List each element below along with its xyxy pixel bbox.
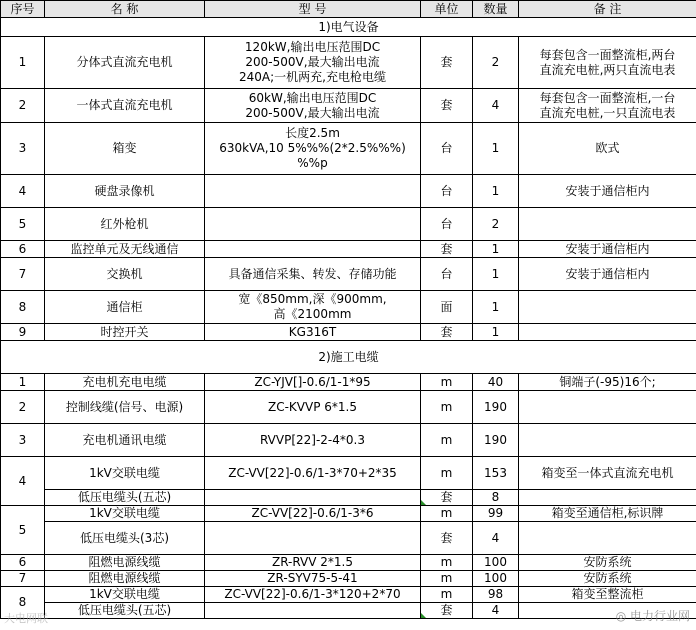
col-header-name: 名 称 — [45, 1, 205, 18]
row-qty: 1 — [473, 324, 519, 341]
row-note: 欧式 — [519, 123, 696, 175]
table-row — [1, 208, 696, 241]
row-qty: 4 — [473, 603, 519, 619]
row-spec — [205, 603, 421, 619]
row-name: 低压电缆头(五芯) — [45, 490, 205, 506]
row-note: 安装于通信柜内 — [519, 241, 696, 258]
row-qty: 98 — [473, 587, 519, 603]
row-unit: m — [421, 457, 473, 490]
row-name: 阻燃电源线缆 — [45, 555, 205, 571]
row-no: 2 — [1, 89, 45, 123]
row-name: 低压电缆头(3芯) — [45, 522, 205, 555]
row-name: 1kV交联电缆 — [45, 506, 205, 522]
row-note: 铜端子(-95)16个; — [519, 374, 696, 391]
row-unit: 套 — [421, 241, 473, 258]
row-note: 箱变至整流柜 — [519, 587, 696, 603]
table-row — [1, 603, 696, 619]
row-no: 5 — [1, 506, 45, 555]
row-unit: 台 — [421, 208, 473, 241]
row-spec: ZC-VV[22]-0.6/1-3*120+2*70 — [205, 587, 421, 603]
section-title-electrical: 1)电气设备 — [1, 18, 696, 37]
row-spec: ZR-SYV75-5-41 — [205, 571, 421, 587]
row-unit: m — [421, 506, 473, 522]
row-qty: 4 — [473, 522, 519, 555]
row-spec: ZC-KVVP 6*1.5 — [205, 391, 421, 424]
table-row — [1, 506, 696, 522]
row-no: 4 — [1, 457, 45, 506]
row-qty: 8 — [473, 490, 519, 506]
table-row — [1, 175, 696, 208]
row-spec: RVVP[22]-2-4*0.3 — [205, 424, 421, 457]
row-unit: m — [421, 587, 473, 603]
section-row — [1, 341, 696, 374]
row-name: 通信柜 — [45, 291, 205, 324]
table-row — [1, 490, 696, 506]
row-note: 箱变至一体式直流充电机 — [519, 457, 696, 490]
row-name: 充电机通讯电缆 — [45, 424, 205, 457]
col-header-note: 备 注 — [519, 1, 696, 18]
row-unit: 台 — [421, 258, 473, 291]
row-spec — [205, 490, 421, 506]
table-row — [1, 89, 696, 123]
row-note: 安装于通信柜内 — [519, 258, 696, 291]
row-spec: 60kW,输出电压范围DC 200-500V,最大输出电流 — [205, 89, 421, 123]
row-note: 安装于通信柜内 — [519, 175, 696, 208]
section-row — [1, 18, 696, 37]
row-spec — [205, 175, 421, 208]
row-note: 安防系统 — [519, 571, 696, 587]
row-unit: 套 — [421, 490, 473, 506]
col-header-unit: 单位 — [421, 1, 473, 18]
table-row — [1, 424, 696, 457]
row-unit: 套 — [421, 37, 473, 89]
row-note — [519, 208, 696, 241]
row-note — [519, 391, 696, 424]
row-no: 1 — [1, 374, 45, 391]
row-unit: m — [421, 424, 473, 457]
col-header-no: 序号 — [1, 1, 45, 18]
row-qty: 1 — [473, 258, 519, 291]
row-unit: 台 — [421, 123, 473, 175]
table-row — [1, 324, 696, 341]
row-spec: KG316T — [205, 324, 421, 341]
row-note — [519, 324, 696, 341]
row-name: 交换机 — [45, 258, 205, 291]
row-no: 2 — [1, 391, 45, 424]
row-spec: ZC-VV[22]-0.6/1-3*70+2*35 — [205, 457, 421, 490]
row-no: 4 — [1, 175, 45, 208]
row-unit: m — [421, 555, 473, 571]
section-title-cables: 2)施工电缆 — [1, 341, 696, 374]
row-spec: 具备通信采集、转发、存储功能 — [205, 258, 421, 291]
table-row — [1, 291, 696, 324]
table-row — [1, 522, 696, 555]
table-row — [1, 555, 696, 571]
watermark-left: 大电网联 — [4, 612, 48, 625]
row-spec: ZR-RVV 2*1.5 — [205, 555, 421, 571]
row-spec: 120kW,输出电压范围DC 200-500V,最大输出电流 240A;一机两充,充电枪电缆 — [205, 37, 421, 89]
row-no: 7 — [1, 571, 45, 587]
row-no: 5 — [1, 208, 45, 241]
row-unit: m — [421, 571, 473, 587]
table-row — [1, 241, 696, 258]
col-header-qty: 数量 — [473, 1, 519, 18]
row-note — [519, 291, 696, 324]
row-name: 一体式直流充电机 — [45, 89, 205, 123]
row-name: 硬盘录像机 — [45, 175, 205, 208]
table-row — [1, 391, 696, 424]
row-note: 每套包含一面整流柜,两台 直流充电桩,两只直流电表 — [519, 37, 696, 89]
row-qty: 190 — [473, 391, 519, 424]
row-qty: 99 — [473, 506, 519, 522]
row-qty: 1 — [473, 123, 519, 175]
row-name: 监控单元及无线通信 — [45, 241, 205, 258]
row-name: 分体式直流充电机 — [45, 37, 205, 89]
row-no: 9 — [1, 324, 45, 341]
row-qty: 100 — [473, 571, 519, 587]
row-no: 3 — [1, 424, 45, 457]
row-unit: 套 — [421, 324, 473, 341]
table-row — [1, 587, 696, 603]
row-note: 箱变至通信柜,标识牌 — [519, 506, 696, 522]
row-name: 箱变 — [45, 123, 205, 175]
watermark-text: 电力行业网 — [629, 609, 690, 623]
row-note — [519, 522, 696, 555]
table-row — [1, 374, 696, 391]
row-note — [519, 424, 696, 457]
table-row — [1, 258, 696, 291]
row-qty: 190 — [473, 424, 519, 457]
row-note — [519, 490, 696, 506]
watermark — [616, 607, 690, 624]
row-note: 每套包含一面整流柜,一台 直流充电桩,一只直流电表 — [519, 89, 696, 123]
watermark-icon: ◎ — [615, 609, 630, 623]
row-no: 7 — [1, 258, 45, 291]
row-spec — [205, 241, 421, 258]
row-spec — [205, 208, 421, 241]
col-header-spec: 型 号 — [205, 1, 421, 18]
row-no: 6 — [1, 555, 45, 571]
row-name: 1kV交联电缆 — [45, 587, 205, 603]
row-spec: ZC-YJV[]-0.6/1-1*95 — [205, 374, 421, 391]
row-name: 1kV交联电缆 — [45, 457, 205, 490]
row-no: 6 — [1, 241, 45, 258]
row-unit: 套 — [421, 522, 473, 555]
row-unit: 台 — [421, 175, 473, 208]
row-no: 8 — [1, 587, 45, 619]
row-name: 红外枪机 — [45, 208, 205, 241]
row-qty: 2 — [473, 208, 519, 241]
row-no: 3 — [1, 123, 45, 175]
row-name: 低压电缆头(五芯) — [45, 603, 205, 619]
row-no: 8 — [1, 291, 45, 324]
row-qty: 1 — [473, 241, 519, 258]
row-spec: 长度2.5m 630kVA,10 5%%%(2*2.5%%%) %%p — [205, 123, 421, 175]
row-spec: ZC-VV[22]-0.6/1-3*6 — [205, 506, 421, 522]
row-unit: 面 — [421, 291, 473, 324]
row-no: 1 — [1, 37, 45, 89]
row-unit: m — [421, 374, 473, 391]
row-qty: 2 — [473, 37, 519, 89]
row-qty: 1 — [473, 175, 519, 208]
row-note: 安防系统 — [519, 555, 696, 571]
row-qty: 153 — [473, 457, 519, 490]
row-spec — [205, 522, 421, 555]
row-qty: 1 — [473, 291, 519, 324]
row-unit: 套 — [421, 603, 473, 619]
table-row — [1, 123, 696, 175]
row-qty: 40 — [473, 374, 519, 391]
row-name: 控制线缆(信号、电源) — [45, 391, 205, 424]
table-row — [1, 571, 696, 587]
row-spec: 宽《850mm,深《900mm, 高《2100mm — [205, 291, 421, 324]
table-row — [1, 457, 696, 490]
row-name: 阻燃电源线缆 — [45, 571, 205, 587]
row-unit: 套 — [421, 89, 473, 123]
row-qty: 100 — [473, 555, 519, 571]
row-name: 充电机充电电缆 — [45, 374, 205, 391]
row-qty: 4 — [473, 89, 519, 123]
row-name: 时控开关 — [45, 324, 205, 341]
row-unit: m — [421, 391, 473, 424]
table-row — [1, 37, 696, 89]
header-row — [1, 1, 696, 18]
